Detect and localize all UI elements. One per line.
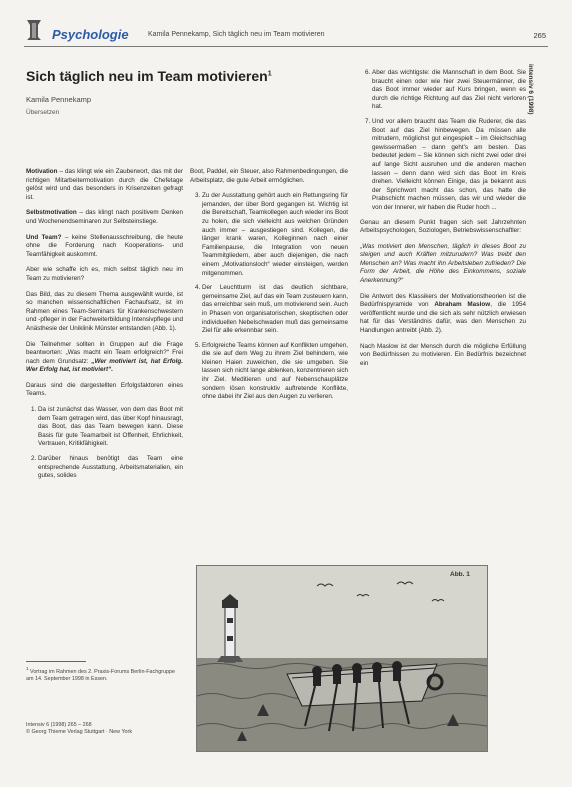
numbered-list	[26, 406, 183, 481]
paragraph: Selbstmotivation – das klingt nach positivem Denken und Wochenendseminaren zur Selbsteinstiege.	[26, 209, 183, 225]
publisher-copyright: © Georg Thieme Verlag Stuttgart · New York	[26, 729, 133, 735]
numbered-list	[360, 69, 526, 213]
list-item: 5. Erfolgreiche Teams können auf Konflikten umgehen, die sie auf dem Weg zu ihrem Ziel behindern, wie kleinen Haien zuweichen, die sie umgeben. Sie lassen sich nicht lange ablenken, konzentrieren sich ihr Ziel. Meditieren und auf Nebenschauplätze sondern lösen konstruktiv auftretende Konflikte, ohne dabei ihr Ziel aus den Augen zu verlieren.	[202, 342, 348, 402]
running-head: Kamila Pennekamp, Sich täglich neu im Team motivieren	[148, 31, 325, 38]
footnote: $^1$ Vortrag im Rahmen des 2. Praxis-Forums Berlin-Fachgruppe am 14. September 1998 in Essen.	[26, 666, 176, 682]
list-item: 3. Zu der Ausstattung gehört auch ein Rettungsring für jemanden, der über Bord gegangen ist. Wichtig ist die Bereitschaft, Teamkollegen auch wieder ins Boot zu holen, die sich vielleicht aus welchen Gründen auch immer – ausgestiegen sind. Kollegen, die länger krank waren, Kolleginnen nach einer Familienpause, die Integration von neuen Teammitgliedern, aber auch diejenigen, die nach einem „Motivationsloch“ wieder einsteigen, werden mitgenommen.	[202, 192, 348, 278]
list-item: 2. Darüber hinaus benötigt das Team eine entsprechende Ausstattung, Arbeitsmaterialien, ein gutes, solides	[38, 455, 183, 481]
list-item: 1. Da ist zunächst das Wasser, von dem das Boot mit dem Team getragen wird, das über Kopf hinausragt, das Boot, das das Team bewegen kann. Diese Basis für gute Teamarbeit ist Offenheit, Ehrlichkeit, Vertrauen, Kritikfähigkeit.	[38, 406, 183, 449]
list-item: 4. Der Leuchtturm ist das deutlich sichtbare, gemeinsame Ziel, auf das ein Team zusteuern kann, das erreichbar sein muß, um motivierend sein. Auch in Phasen von organisatorischen, skeptischen oder individuellen Nebelschwaden muß das gemeinsame Ziel für alle erkennbar sein.	[202, 284, 348, 336]
paragraph	[360, 243, 526, 286]
paragraph: Die Antwort des Klassikers der Motivationstheorien ist die Bedürfnispyramide von Abraham Maslow, die 1954 veröffentlicht wurde und die sich als sehr nützlich erwiesen hat für das Verständnis dafür, was den Menschen zu Handlungen antreibt (Abb. 2).	[360, 292, 526, 335]
person-name: Abraham Maslow	[434, 301, 491, 309]
paragraph: Genau an diesem Punkt fragen sich seit Jahrzehnten Arbeitspsychologen, Soziologen, Betriebswissenschaftler:	[360, 218, 526, 235]
column-3	[360, 69, 526, 375]
numbered-list	[190, 192, 348, 402]
paragraph: Und Team? – keine Stellenausschreibung, die heute ohne die Forderung nach Kooperations- und Teamfähigkeit auskommt.	[26, 233, 183, 258]
page-number: 265	[533, 31, 546, 40]
figure-team-boat-drawing	[196, 565, 488, 752]
column-2	[190, 168, 348, 408]
paragraph: Motivation – das klingt wie ein Zauberwort, das mit der richtigen Mitarbeitermotivation durch die Chefetage gelöst wird und das besonders in Krisenzeiten gefragt ist.	[26, 168, 183, 201]
journal-reference	[26, 722, 132, 736]
author-name: Kamila Pennekamp	[26, 95, 92, 104]
article-title-text: Sich täglich neu im Team motivieren	[26, 68, 268, 84]
term: Und Team?	[26, 233, 62, 241]
journal-citation: Intensiv 6 (1998) 265 – 268	[26, 722, 92, 728]
term: Selbstmotivation	[26, 209, 77, 217]
article-title	[26, 68, 272, 84]
column-1	[26, 168, 183, 487]
question-quote: „Was motiviert den Menschen, täglich in dieses Boot zu steigen und auch Kräften mitzurudern? Was treibt den Menschen an? Was macht ihn Arbeitsleben zufrieden? Die Form der Arbeit, die Höhe des Einkommens, soziale Anerkennung?“	[360, 242, 526, 285]
list-item: 6. Aber das wichtigste: die Mannschaft in dem Boot. Sie braucht einen oder wie hier zwei Steuermänner, die das Boot immer wieder auf Kurs bringen, wenn es durch die richtige Richtung auf das Ziel nicht verloren hat.	[372, 69, 526, 112]
boat-illustration	[197, 566, 487, 751]
motto-quote: „Wer motiviert ist, hat Erfolg. Wer Erfolg hat, ist motiviert“.	[26, 357, 183, 374]
paragraph: Boot, Paddel, ein Steuer, also Rahmenbedingungen, die Arbeitsplatz, die gute Arbeit ermöglichen.	[190, 168, 348, 184]
header-divider	[24, 46, 548, 47]
term: Motivation	[26, 168, 58, 175]
translator-line: Übersetzen	[26, 109, 60, 116]
paragraph: Aber wie schaffe ich es, mich selbst täglich neu im Team zu motivieren?	[26, 266, 183, 282]
journal-logo	[24, 18, 44, 47]
paragraph: Das Bild, das zu diesem Thema ausgewählt wurde, ist so manchen wissenschaftlichen Fachaufsatz, ist im Rahmen eines Team-Seminars für Krankenschwestern und -pfleger in der Fachweiterbildung Intensivpflege und Anästhesie der Uniklinik Münster entstanden (Abb. 1).	[26, 290, 183, 332]
paragraph: Nach Maslow ist der Mensch durch die mögliche Erfüllung von Bedürfnissen zu motivieren. Ein Bedürfnis bezeichnet ein	[360, 342, 526, 367]
footnote-divider	[26, 661, 86, 662]
title-footnote-marker: 1	[267, 70, 272, 78]
journal-section-title: Psychologie	[52, 27, 129, 42]
figure-label: Abb. 1	[450, 571, 470, 578]
list-item: 7. Und vor allem braucht das Team die Ruderer, die das Boot auf das Ziel hinbewegen. Da müssen alle mitrudern, möglichst gut eingespielt – im Gleichschlag gewissermaßen – dann geht's am besten. Das bedeutet jedem – Sie können sich nicht zwei oder drei auf lange Sicht ausruhen und die anderen machen lassen – denn dann wird sich das Boot im Kreis drehen. Vielleicht können Einige, das ja bekannt aus der Sprichwort macht das schon, das hatte die Prabschicht machen müssen, das wir und wieder die von der Innerer, wir haben die Ruder hoch ...	[372, 118, 526, 213]
side-journal-tag: intensiv 6 (1998)	[527, 64, 534, 115]
paragraph: Daraus sind die dargestellten Erfolgsfaktoren eines Teams.	[26, 381, 183, 398]
paragraph: Die Teilnehmer sollten in Gruppen auf die Frage beantworten: „Was macht ein Team erfolgreich?“ Frei nach dem Grundsatz: „Wer motiviert ist, hat Erfolg. Wer Erfolg hat, ist motiviert“.	[26, 340, 183, 374]
